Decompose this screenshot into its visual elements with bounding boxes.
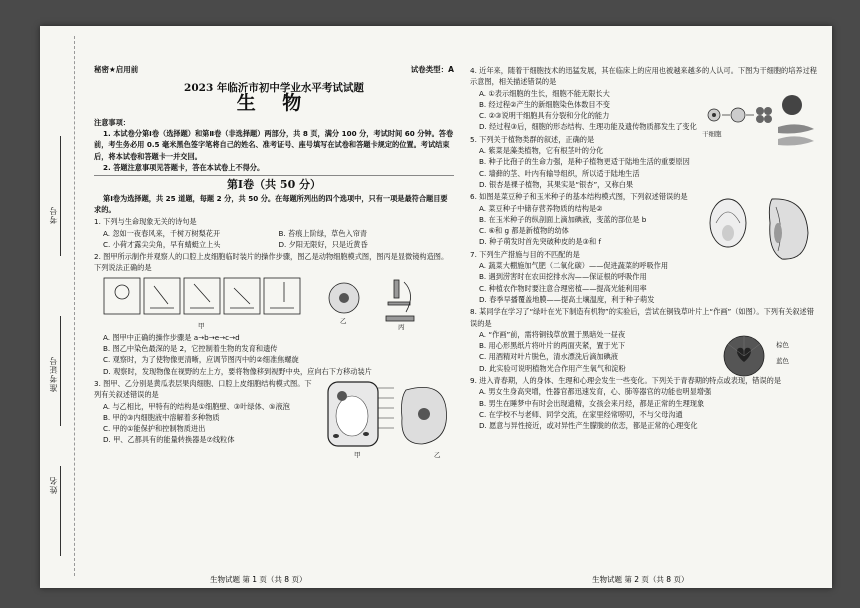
question-6-stem: 6. 如图是菜豆种子和玉米种子的基本结构模式图，下列叙述错误的是 <box>470 192 688 202</box>
q3-plant-cell <box>328 382 378 446</box>
q5-option-b: B. 种子比孢子的生命力强，是种子植物更适于陆地生活的重要原因 <box>479 157 690 167</box>
q2-label-yi: 乙 <box>340 316 347 325</box>
exam-title: 2023 年临沂市初中学业水平考试试题 <box>184 82 364 95</box>
question-6 <box>470 191 820 247</box>
q8-leaf-figure <box>720 332 770 378</box>
q4-stem-cell-figure <box>702 93 818 149</box>
question-9-stem: 9. 进入青春期，人的身体、生理和心理会发生一些变化。下列关于青春期的特点或表现，错误的是 <box>470 376 782 386</box>
note-1: 1. 本试卷分第Ⅰ卷（选择题）和第Ⅱ卷（非选择题）两部分，共 8 页，满分 100 分，考试时间 60 分钟。答卷前，考生务必用 0.5 毫米黑色签字笔将自己的姓名、准考证号、座号填写在试卷和答题卡规定的位置。考试结束后，将本试卷和答题卡一并交回。 <box>94 129 454 161</box>
q6-option-c: C. ⑥和 g 都是新植物的幼体 <box>479 226 569 236</box>
page-2-footer: 生物试题 第 2 页（共 8 页） <box>592 575 689 584</box>
q3-cell-figures <box>322 378 452 458</box>
q3-option-d: D. 甲、乙都具有的能量转换器是⑦线粒体 <box>103 435 235 445</box>
q1-option-b: B. 苔痕上阶绿，草色入帘青 <box>278 228 368 238</box>
q2-option-c: C. 观察时，为了使物像更清晰，应调节图丙中的②细准焦螺旋 <box>103 355 299 365</box>
q4-option-b: B. 经过程②产生的新细胞染色体数目不变 <box>479 99 610 109</box>
question-7-stem: 7. 下列生产措施与目的不匹配的是 <box>470 249 580 259</box>
exam-sheet <box>40 26 832 588</box>
q3-label-yi: 乙 <box>434 450 441 459</box>
question-4 <box>470 65 820 138</box>
question-1-stem: 1. 下列与生命现象无关的诗句是 <box>94 217 197 227</box>
q6-option-a: A. 菜豆种子中储存营养物质的结构是② <box>479 203 603 213</box>
part-intro: 第Ⅰ卷为选择题，共 25 道题，每题 2 分，共 50 分。在每题所列出的四个选项中，只有一项是最符合题目要求的。 <box>94 193 448 214</box>
q2-label-jia: 甲 <box>198 321 205 330</box>
question-5-stem: 5. 下列关于植物类群的叙述，正确的是 <box>470 134 595 144</box>
q8-option-c: C. 用酒精对叶片脱色，清水漂洗后滴加碘液 <box>479 352 618 362</box>
q2-microscope <box>386 280 414 321</box>
exam-subject: 生 物 <box>236 91 312 114</box>
q5-option-d: D. 银杏是裸子植物，其果实是“银杏”，又称白果 <box>479 179 634 189</box>
part-title: 第Ⅰ卷（共 50 分） <box>94 175 454 190</box>
question-1-options <box>94 228 454 251</box>
page-2-column <box>470 64 820 432</box>
question-8 <box>470 306 820 374</box>
q2-option-b: B. 图乙中染色最深的是 2，它控制着生物的发育和遗传 <box>103 344 278 354</box>
note-2: 2. 答题注意事项见答题卡，答在本试卷上不得分。 <box>103 163 265 173</box>
q9-option-b: B. 男生在睡梦中有时会出现遗精，女孩会来月经，都是正常的生理现象 <box>479 398 705 408</box>
q8-option-d: D. 此实验可说明植物光合作用产生氧气和淀粉 <box>479 363 626 373</box>
q9-option-d: D. 愿意与异性接近，或对异性产生朦胧的依恋，都是正常的心理变化 <box>479 421 698 431</box>
q3-label-jia: 甲 <box>354 450 361 459</box>
q6-corn-seed <box>769 199 808 259</box>
q6-seed-figure <box>706 193 816 265</box>
q5-option-a: A. 紫菜是藻类植物，它有根茎叶的分化 <box>479 146 604 156</box>
q3-option-b: B. 甲的③内细胞液中溶解着多种物质 <box>103 412 220 422</box>
q4-option-a: A. ①表示细胞的生长，细胞不能无限长大 <box>479 88 610 98</box>
q1-option-a: A. 忽如一夜春风来，千树万树梨花开 <box>103 228 221 238</box>
notes-heading: 注意事项： <box>94 117 130 127</box>
q3-label-lines <box>378 388 394 428</box>
q3-cheek-cell <box>402 387 447 444</box>
q1-option-c: C. 小荷才露尖尖角，早有蜻蜓立上头 <box>103 239 221 249</box>
q9-option-a: A. 男女生身高突增，性器官都迅速发育，心、肺等器官的功能也明显增强 <box>479 387 712 397</box>
q2-animal-cell <box>329 283 359 313</box>
question-9 <box>470 375 820 431</box>
paper-type: 试卷类型：A <box>410 65 454 74</box>
exam-no-label: 考号 <box>49 206 58 224</box>
q6-option-b: B. 在玉米种子的纵剖面上滴加碘液，变蓝的部位是 b <box>479 214 647 224</box>
page-1-header <box>94 64 454 75</box>
q3-option-c: C. 甲的①能保护和控制物质进出 <box>103 424 206 434</box>
q8-legend-blue: 蓝色 <box>776 357 789 366</box>
page-1-column <box>94 64 454 459</box>
exam-no-line <box>60 136 61 256</box>
q4-option-d: D. 经过程③后，细胞的形态结构、生理功能及遗传物质都发生了变化 <box>479 122 697 132</box>
ticket-line <box>60 316 61 426</box>
q7-option-c: C. 种植农作物时要注意合理密植——提高光能利用率 <box>479 283 647 293</box>
question-2-stem: 2. 图甲所示制作并观察人的口腔上皮细胞临时装片的操作步骤，图乙是动物细胞模式图，图丙是显微镜构造图。下列说法正确的是 <box>94 252 449 273</box>
question-3 <box>94 378 454 459</box>
q7-option-b: B. 遇到涝害时在农田挖排水沟——保证根的呼吸作用 <box>479 272 647 282</box>
q4-option-c: C. ②③说明干细胞具有分裂和分化的能力 <box>479 111 610 121</box>
ticket-label: 准考证号 <box>49 356 58 392</box>
question-1 <box>94 216 454 250</box>
question-3-stem: 3. 图甲、乙分别是黄瓜表层果肉细胞、口腔上皮细胞结构模式图。下列有关叙述错误的是 <box>94 378 312 400</box>
name-label: 姓名 <box>49 476 58 494</box>
q2-step-panels <box>104 278 300 314</box>
question-4-stem: 4. 近年来，随着干细胞技术的迅猛发展，其在临床上的应用也被越来越多的人认可。下图为干细胞的培养过程示意图，相关描述错误的是 <box>470 66 817 87</box>
q1-option-d: D. 夕阳无限好，只是近黄昏 <box>278 239 368 249</box>
q2-label-bing: 丙 <box>398 322 405 331</box>
q6-option-d: D. 种子萌发时首先突破种皮的是③和 f <box>479 237 601 247</box>
q2-option-d: D. 观察时，发现物像在视野的左上方，要将物像移到视野中央，应向右下方移动装片 <box>103 366 372 376</box>
question-2-figures <box>94 274 454 332</box>
name-line <box>60 466 61 556</box>
q8-legend-brown: 棕色 <box>776 341 789 350</box>
question-8-stem: 8. 某同学在学习了“绿叶在光下制造有机物”的实验后，尝试在铜钱草叶片上“作画”（如图）。下列有关叙述错误的是 <box>470 307 814 328</box>
page-1-footer: 生物试题 第 1 页（共 8 页） <box>210 575 307 584</box>
q6-bean-seed <box>710 199 746 247</box>
q8-option-a: A. “作画”前，需将铜钱草放置于黑暗处一昼夜 <box>479 329 626 339</box>
question-2 <box>94 251 454 377</box>
q4-figure-label: 干细胞 <box>702 130 722 138</box>
secret-mark: 秘密★启用前 <box>94 65 139 74</box>
binding-dashed-line <box>74 36 75 576</box>
q8-option-b: B. 用心形黑纸片将叶片的两面夹紧，置于光下 <box>479 341 626 351</box>
q7-option-a: A. 蔬菜大棚施加气肥（二氧化碳）——促进蔬菜的呼吸作用 <box>479 261 669 271</box>
q7-option-d: D. 春季早播覆盖地膜——提高土壤温度，利于种子萌发 <box>479 294 655 304</box>
binding-strip <box>40 26 94 588</box>
q2-option-a: A. 图甲中正确的操作步骤是 a→b→e→c→d <box>103 332 240 342</box>
q9-option-c: C. 在学校不与老师、同学交流，在家里经常唠叨，不与父母沟通 <box>479 409 683 419</box>
q3-option-a: A. 与乙相比，甲特有的结构是①细胞壁、③叶绿体、⑤液泡 <box>103 401 290 411</box>
q5-option-c: C. 墙藓的茎、叶内有输导组织，所以适于陆地生活 <box>479 168 640 178</box>
